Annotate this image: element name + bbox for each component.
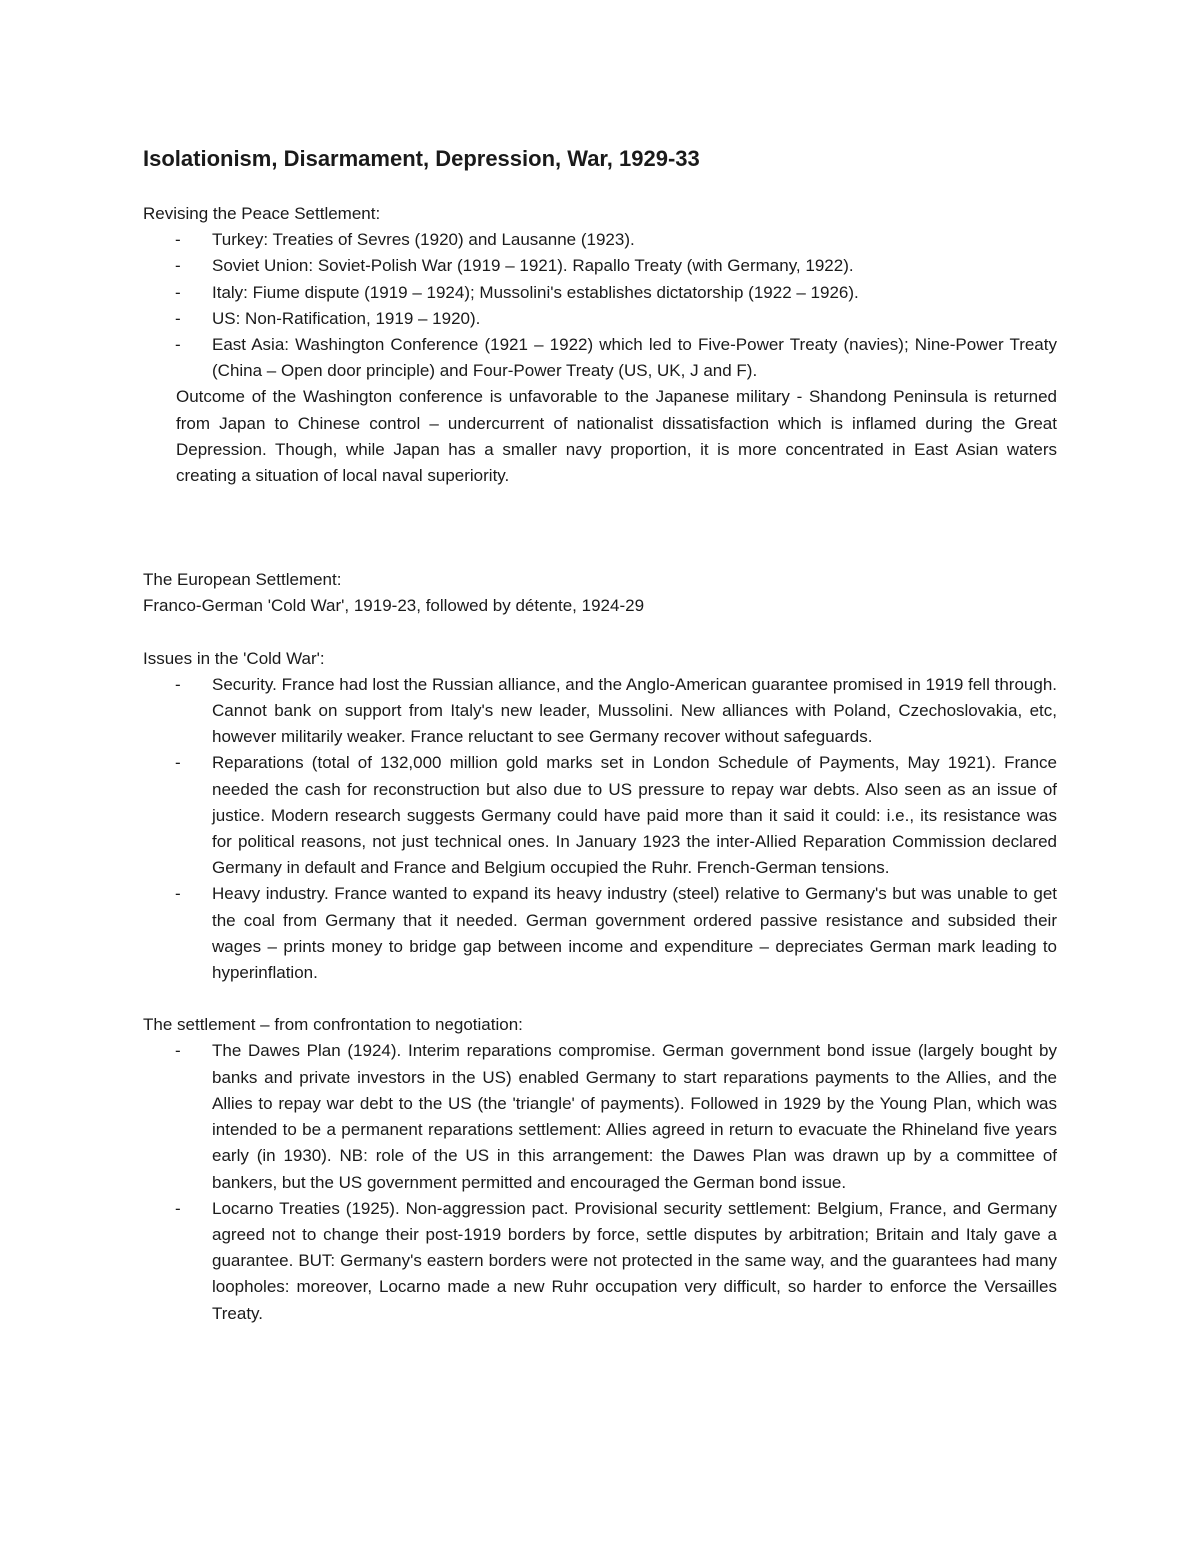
- spacer: [143, 986, 1057, 1012]
- spacer: [143, 489, 1057, 567]
- section-heading-revising: Revising the Peace Settlement:: [143, 204, 381, 223]
- section-heading-settlement: The settlement – from confrontation to negotiation:: [143, 1015, 523, 1035]
- issues-list: [143, 672, 1057, 986]
- page-title: Isolationism, Disarmament, Depression, War, 1929-33: [143, 146, 700, 171]
- list-item: - Security. France had lost the Russian alliance, and the Anglo-American guarantee promised in 1919 fell through. Cannot bank on support from Italy's new leader, Mussolini. New alliances with Poland, Czechoslovakia, etc, however militarily weaker. France reluctant to see Germany recover without safeguards.: [212, 672, 1057, 751]
- list-item: - Italy: Fiume dispute (1919 – 1924); Mussolini's establishes dictatorship (1922 – 1926).: [212, 280, 1057, 306]
- list-item: - Locarno Treaties (1925). Non-aggression pact. Provisional security settlement: Belgium, France, and Germany agreed not to change their post-1919 borders by force, settle disputes by arbitration; Britain and Italy gave a guarantee. BUT: Germany's eastern borders were not protected in the same way, and the guarantees had many loopholes: moreover, Locarno made a new Ruhr occupation very difficult, so harder to enforce the Versailles Treaty.: [212, 1196, 1057, 1327]
- section-heading-european: The European Settlement:: [143, 570, 342, 590]
- washington-outcome-paragraph: Outcome of the Washington conference is unfavorable to the Japanese military - Shandong Peninsula is returned from Japan to Chinese control – undercurrent of nationalist dissatisfaction which is inflamed during the Great Depression. Though, while Japan has a smaller navy proportion, it is more concentrated in East Asian waters creating a situation of local naval superiority.: [176, 387, 1057, 486]
- revising-list: [143, 227, 1057, 384]
- list-item: - The Dawes Plan (1924). Interim reparations compromise. German government bond issue (largely bought by banks and private investors in the US) enabled Germany to start reparations payments to the Allies, and the Allies to repay war debt to the US (the 'triangle' of payments). Followed in 1929 by the Young Plan, which was intended to be a permanent reparations settlement: Allies agreed in return to evacuate the Rhineland five years early (in 1930). NB: role of the US in this arrangement: the Dawes Plan was drawn up by a committee of bankers, but the US government permitted and encouraged the German bond issue.: [212, 1038, 1057, 1195]
- list-item: - East Asia: Washington Conference (1921 – 1922) which led to Five-Power Treaty (navies); Nine-Power Treaty (China – Open door principle) and Four-Power Treaty (US, UK, J and F).: [212, 332, 1057, 384]
- list-item: - Turkey: Treaties of Sevres (1920) and Lausanne (1923).: [212, 227, 1057, 253]
- section-heading-issues: Issues in the 'Cold War':: [143, 648, 325, 668]
- list-item: - Reparations (total of 132,000 million gold marks set in London Schedule of Payments, May 1921). France needed the cash for reconstruction but also due to US pressure to repay war debts. Also seen as an issue of justice. Modern research suggests Germany could have paid more than it said it could: i.e., its resistance was for political reasons, not just technical ones. In January 1923 the inter-Allied Reparation Commission declared Germany in default and France and Belgium occupied the Ruhr. French-German tensions.: [212, 750, 1057, 881]
- spacer: [143, 620, 1057, 646]
- document-body: [143, 201, 1057, 1327]
- list-item: - Soviet Union: Soviet-Polish War (1919 – 1921). Rapallo Treaty (with Germany, 1922).: [212, 253, 1057, 279]
- section-subheading-cold-war: Franco-German 'Cold War', 1919-23, followed by détente, 1924-29: [143, 596, 645, 616]
- settlement-list: [143, 1038, 1057, 1326]
- list-item: - Heavy industry. France wanted to expand its heavy industry (steel) relative to Germany's but was unable to get the coal from Germany that it needed. German government ordered passive resistance and subsided their wages – prints money to bridge gap between income and expenditure – depreciates German mark leading to hyperinflation.: [212, 881, 1057, 986]
- list-item: - US: Non-Ratification, 1919 – 1920).: [212, 306, 1057, 332]
